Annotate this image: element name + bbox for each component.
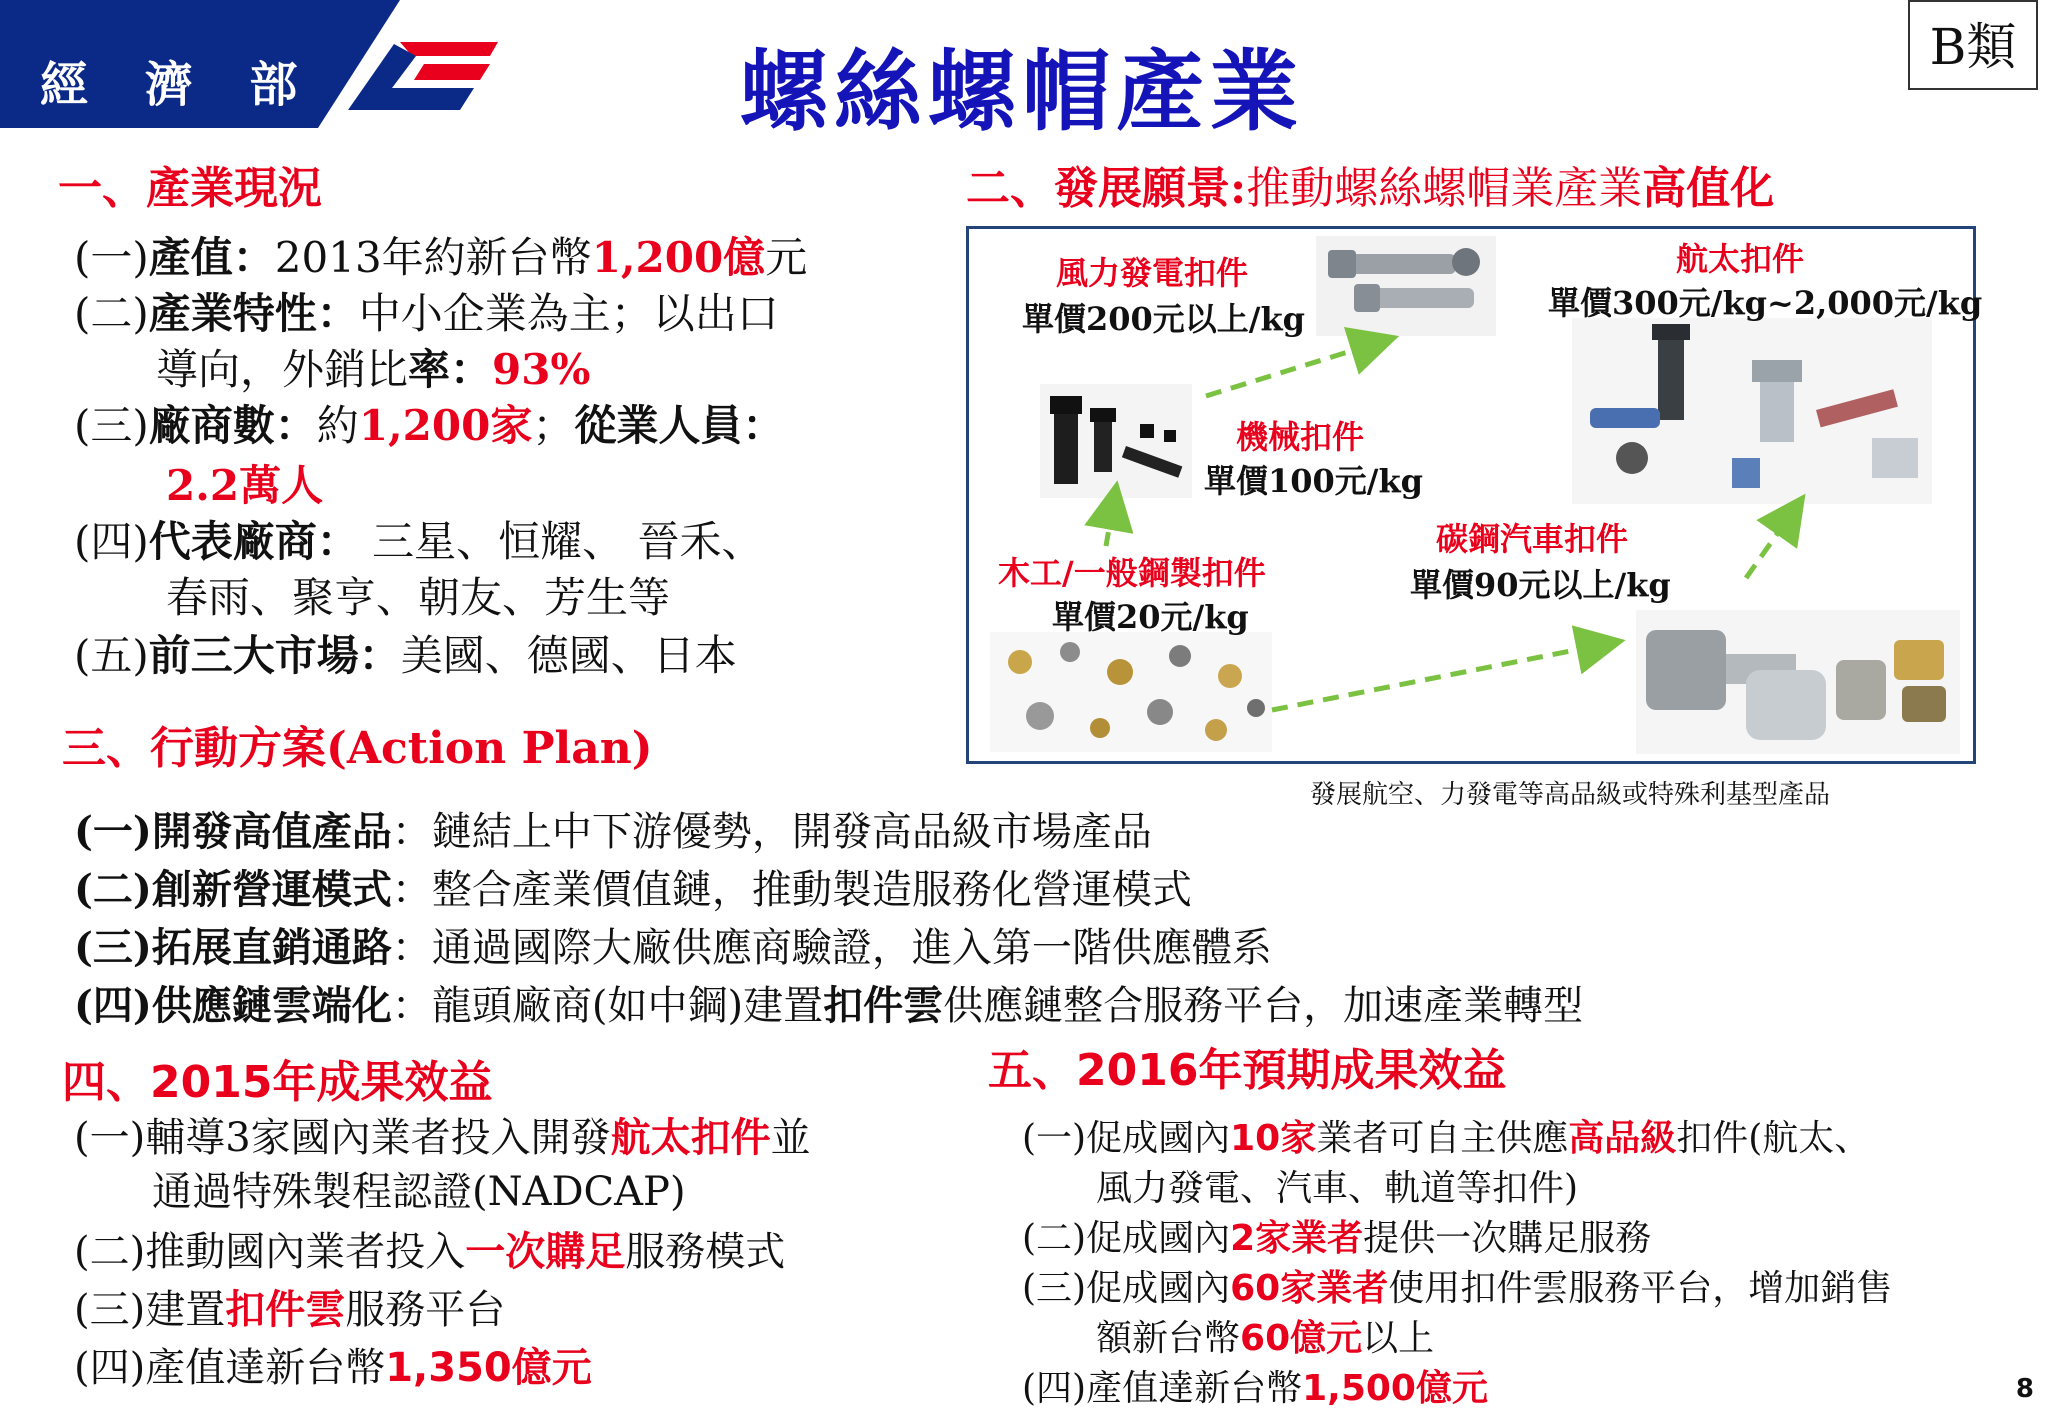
s1-text: 2013年約新台幣	[274, 233, 592, 282]
s4-text: (二)推動國內業者投入	[74, 1229, 466, 1275]
wind-price: 單價200元以上/kg	[1022, 300, 1306, 338]
s5-text: 業者可自主供應	[1316, 1118, 1569, 1159]
s5-highlight: 1,500億元	[1302, 1368, 1488, 1409]
s4-highlight: 扣件雲	[225, 1286, 346, 1333]
s2-heading-part: 二、發展願景:	[966, 163, 1247, 214]
wind-title: 風力發電扣件	[1056, 254, 1249, 292]
s5-text: (四)產值達新台幣	[1022, 1368, 1303, 1409]
s4-highlight: 1,350億元	[385, 1345, 592, 1391]
s1-item-3-cont	[166, 458, 323, 514]
section3-heading: 三、行動方案(Action Plan)	[62, 723, 653, 774]
s5-highlight: 2家業者	[1230, 1218, 1364, 1259]
s4-highlight: 航太扣件	[610, 1114, 771, 1161]
s3-text: 供應鏈整合服務平台，加速產業轉型	[943, 983, 1584, 1029]
s5-text: 風力發電、汽車、軌道等扣件)	[1096, 1168, 1579, 1209]
class-label: B類	[1908, 0, 2038, 90]
s5-item-4	[1022, 1360, 1488, 1411]
s3-item-2	[74, 858, 1192, 915]
s4-text: 服務平台	[345, 1287, 506, 1333]
s1-prefix: (一)	[74, 233, 149, 282]
s1-label: 產業特性：	[148, 289, 359, 338]
s1-text: 美國、德國、日本	[400, 631, 737, 680]
s3-text: ：龍頭廠商(如中鋼)建置	[391, 983, 824, 1029]
s3-item-3	[74, 916, 1272, 973]
s3-bold: 扣件雲	[823, 982, 944, 1029]
ministry-name: 經 濟 部	[40, 57, 318, 113]
s1-text: ；	[532, 401, 575, 450]
s1-text: 三星、恒耀、 晉禾、	[358, 517, 764, 566]
s2-heading-part: 推動螺絲螺帽業產業	[1246, 163, 1643, 214]
section1-heading: 一、產業現況	[58, 163, 322, 214]
s3-item-4	[74, 974, 1583, 1031]
s1-highlight: 1,200億	[591, 233, 766, 282]
s4-text: 通過特殊製程認證(NADCAP)	[152, 1169, 686, 1215]
s1-prefix: (二)	[74, 289, 149, 338]
aero-price: 單價300元/kg~2,000元/kg	[1548, 284, 1983, 322]
s4-item-2	[74, 1220, 785, 1277]
s1-item-2	[74, 286, 779, 342]
s4-item-1	[74, 1106, 811, 1163]
wind-fastener-photo	[1316, 236, 1496, 336]
s5-highlight: 60億元	[1240, 1318, 1363, 1359]
s4-text: (四)產值達新台幣	[74, 1345, 386, 1391]
s1-prefix: (三)	[74, 401, 149, 450]
wood-fastener-photo	[990, 632, 1272, 752]
s4-item-1-cont	[152, 1160, 686, 1217]
s4-text: 並	[770, 1115, 811, 1161]
s3-label: (四)供應鏈雲端化	[74, 982, 392, 1029]
s5-item-1	[1022, 1110, 1870, 1161]
mech-title: 機械扣件	[1236, 418, 1365, 456]
s1-label: 代表廠商：	[148, 517, 359, 566]
s5-text: 以上	[1362, 1318, 1435, 1359]
s5-text: (二)促成國內	[1022, 1218, 1231, 1259]
panel-note: 發展航空、力發電等高品級或特殊利基型產品	[1310, 780, 1831, 810]
section5-heading: 五、2016年預期成果效益	[988, 1045, 1507, 1096]
s5-highlight: 10家	[1230, 1118, 1317, 1159]
s5-text: 使用扣件雲服務平台，增加銷售	[1388, 1268, 1893, 1309]
s5-highlight: 60家業者	[1230, 1268, 1389, 1309]
s1-item-4	[74, 514, 764, 570]
wood-title: 木工/一般鋼製扣件	[998, 554, 1266, 592]
auto-fastener-photo	[1636, 610, 1960, 754]
s5-item-3	[1022, 1260, 1892, 1311]
s4-text: (三)建置	[74, 1287, 226, 1333]
s4-highlight: 一次購足	[465, 1228, 626, 1275]
section4-heading: 四、2015年成果效益	[62, 1057, 493, 1108]
s1-item-2-cont	[156, 342, 590, 398]
s1-label: 廠商數：	[148, 401, 317, 450]
aero-fastener-photo	[1572, 318, 1932, 504]
s5-item-2	[1022, 1210, 1651, 1261]
s4-item-4	[74, 1336, 592, 1393]
ministry-logo	[340, 38, 500, 128]
s1-label: 從業人員：	[574, 401, 785, 450]
s5-text: 額新台幣	[1096, 1318, 1241, 1359]
s4-text: 服務模式	[625, 1229, 786, 1275]
s5-text: (一)促成國內	[1022, 1118, 1231, 1159]
section2-heading	[966, 152, 1774, 216]
s1-text: 元	[765, 233, 808, 282]
s3-label: (三)拓展直銷通路	[74, 924, 392, 971]
s5-item-3-cont	[1096, 1310, 1434, 1361]
s3-item-1	[74, 800, 1152, 857]
s5-text: 扣件(航太、	[1676, 1118, 1871, 1159]
s5-text: (三)促成國內	[1022, 1268, 1231, 1309]
s1-highlight: 2.2萬人	[166, 461, 324, 510]
s3-label: (二)創新營運模式	[74, 866, 392, 913]
auto-title: 碳鋼汽車扣件	[1436, 520, 1629, 558]
s3-label: (一)開發高值產品	[74, 808, 392, 855]
wood-price: 單價20元/kg	[1052, 598, 1249, 636]
s1-text: 約	[316, 401, 359, 450]
s2-heading-part: 高值化	[1642, 163, 1775, 214]
s5-item-1-cont	[1096, 1160, 1578, 1211]
s5-highlight: 高品級	[1568, 1117, 1677, 1159]
s1-item-3	[74, 398, 784, 454]
s1-item-5	[74, 628, 737, 684]
s1-highlight: 93%	[492, 345, 591, 394]
s1-prefix: (四)	[74, 517, 149, 566]
s1-text: 春雨、聚亨、朝友、芳生等	[166, 573, 671, 622]
page-number: 8	[2015, 1374, 2034, 1404]
mech-fastener-photo	[1040, 384, 1192, 498]
s1-text: 中小企業為主；以出口	[358, 289, 779, 338]
s3-text: ：整合產業價值鏈，推動製造服務化營運模式	[391, 867, 1192, 913]
page-title: 螺絲螺帽產業	[740, 39, 1305, 143]
s1-item-1	[74, 230, 807, 286]
auto-price: 單價90元以上/kg	[1410, 566, 1671, 604]
s1-label: 產值：	[148, 233, 275, 282]
s1-prefix: (五)	[74, 631, 149, 680]
s4-item-3	[74, 1278, 505, 1335]
s1-text: 導向，外銷比	[156, 345, 409, 394]
s4-text: (一)輔導3家國內業者投入開發	[74, 1115, 611, 1161]
mech-price: 單價100元/kg	[1204, 462, 1424, 500]
aero-title: 航太扣件	[1676, 240, 1805, 278]
s1-label: 率：	[408, 345, 493, 394]
s3-text: ：鏈結上中下游優勢，開發高品級市場產品	[391, 809, 1152, 855]
s5-text: 提供一次購足服務	[1363, 1218, 1652, 1259]
s3-text: ：通過國際大廠供應商驗證，進入第一階供應體系	[391, 925, 1272, 971]
s1-highlight: 1,200家	[358, 401, 533, 450]
s1-label: 前三大市場：	[148, 631, 401, 680]
s1-item-4-cont	[166, 570, 670, 626]
